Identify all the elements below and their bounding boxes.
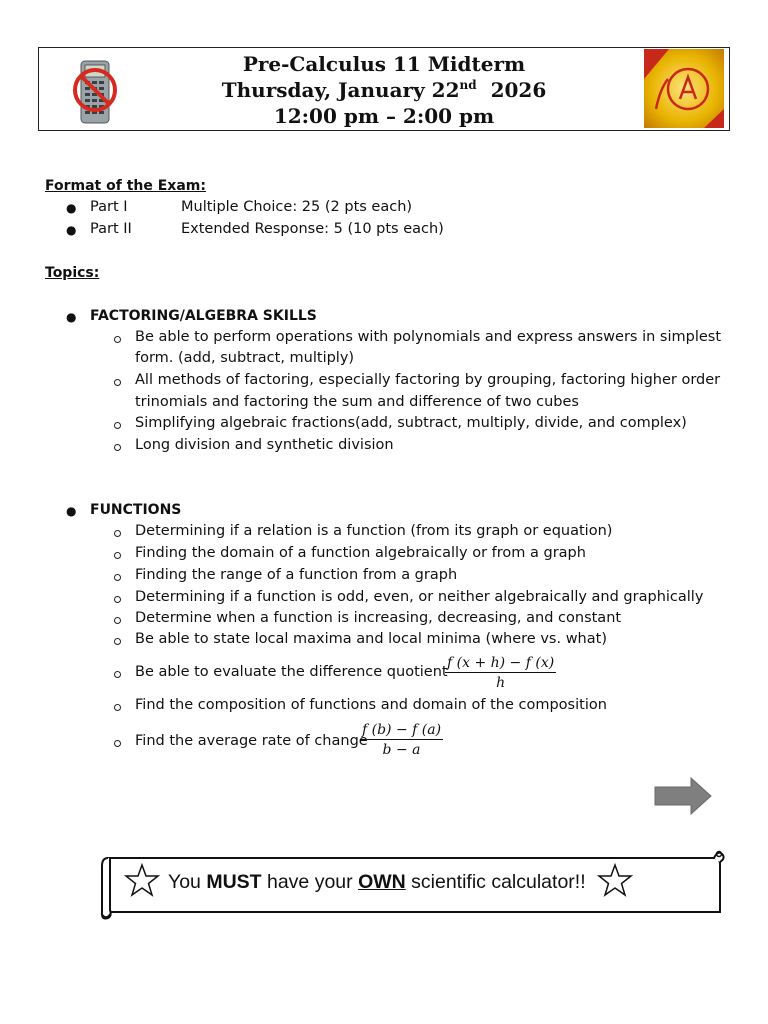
part-2-name: Part II [90, 221, 132, 237]
topic-item: Determining if a function is odd, even, or neither algebraically and graphically [135, 589, 704, 605]
circle-bullet-icon [114, 638, 121, 645]
section-title-factoring: FACTORING/ALGEBRA SKILLS [90, 308, 317, 324]
difference-quotient-formula [445, 655, 556, 691]
topic-item: Find the composition of functions and domain of the composition [135, 697, 607, 713]
calculator-reminder-text: You MUST have your OWN scientific calculator!! [168, 871, 586, 893]
grade-a-icon [644, 49, 724, 128]
topic-item: Be able to perform operations with polynomials and express answers in simplest [135, 329, 722, 345]
part-1-desc: Multiple Choice: 25 (2 pts each) [181, 199, 413, 215]
exam-date: Thursday, January 22nd 2026 [221, 78, 547, 102]
circle-bullet-icon [114, 422, 121, 429]
exam-title: Pre-Calculus 11 Midterm [242, 52, 526, 76]
topic-item: All methods of factoring, especially factoring by grouping, factoring higher order [135, 372, 721, 388]
topic-item: Simplifying algebraic fractions(add, subtract, multiply, divide, and complex) [135, 415, 687, 431]
exam-title-block [159, 51, 609, 129]
topic-item: Determine when a function is increasing, decreasing, and constant [135, 610, 622, 626]
topic-item: Be able to evaluate the difference quotient [135, 664, 448, 680]
average-rate-formula [360, 722, 443, 758]
topic-item-continued: form. (add, subtract, multiply) [135, 350, 355, 366]
right-arrow-icon [653, 776, 713, 816]
topic-item: Long division and synthetic division [135, 437, 394, 453]
circle-bullet-icon [114, 379, 121, 386]
star-icon [597, 863, 633, 899]
part-2-desc: Extended Response: 5 (10 pts each) [181, 221, 444, 237]
circle-bullet-icon [114, 596, 121, 603]
topic-item: Determining if a relation is a function (from its graph or equation) [135, 523, 613, 539]
circle-bullet-icon [114, 740, 121, 747]
bullet-icon: ● [66, 310, 77, 324]
topic-item-continued: trinomials and factoring the sum and difference of two cubes [135, 394, 579, 410]
bullet-icon: ● [66, 201, 77, 215]
circle-bullet-icon [114, 530, 121, 537]
topic-item: Finding the range of a function from a graph [135, 567, 458, 583]
formula-numerator: f (x + h) − f (x) [447, 655, 555, 671]
part-1-name: Part I [90, 199, 128, 215]
circle-bullet-icon [114, 574, 121, 581]
exam-time: 12:00 pm – 2:00 pm [273, 104, 495, 128]
bullet-icon: ● [66, 504, 77, 518]
formula-denominator: h [496, 675, 506, 691]
bullet-icon: ● [66, 223, 77, 237]
circle-bullet-icon [114, 552, 121, 559]
exam-header [38, 47, 730, 131]
section-title-functions: FUNCTIONS [90, 502, 182, 518]
circle-bullet-icon [114, 617, 121, 624]
circle-bullet-icon [114, 704, 121, 711]
circle-bullet-icon [114, 444, 121, 451]
topic-item: Find the average rate of change [135, 733, 368, 749]
formula-numerator: f (b) − f (a) [362, 722, 442, 738]
topic-item: Be able to state local maxima and local minima (where vs. what) [135, 631, 607, 647]
no-calculator-icon [65, 57, 125, 127]
circle-bullet-icon [114, 671, 121, 678]
circle-bullet-icon [114, 336, 121, 343]
format-heading: Format of the Exam: [45, 178, 206, 194]
topic-item: Finding the domain of a function algebraically or from a graph [135, 545, 586, 561]
star-icon [124, 863, 160, 899]
formula-denominator: b − a [382, 742, 421, 758]
topics-heading: Topics: [45, 265, 100, 281]
